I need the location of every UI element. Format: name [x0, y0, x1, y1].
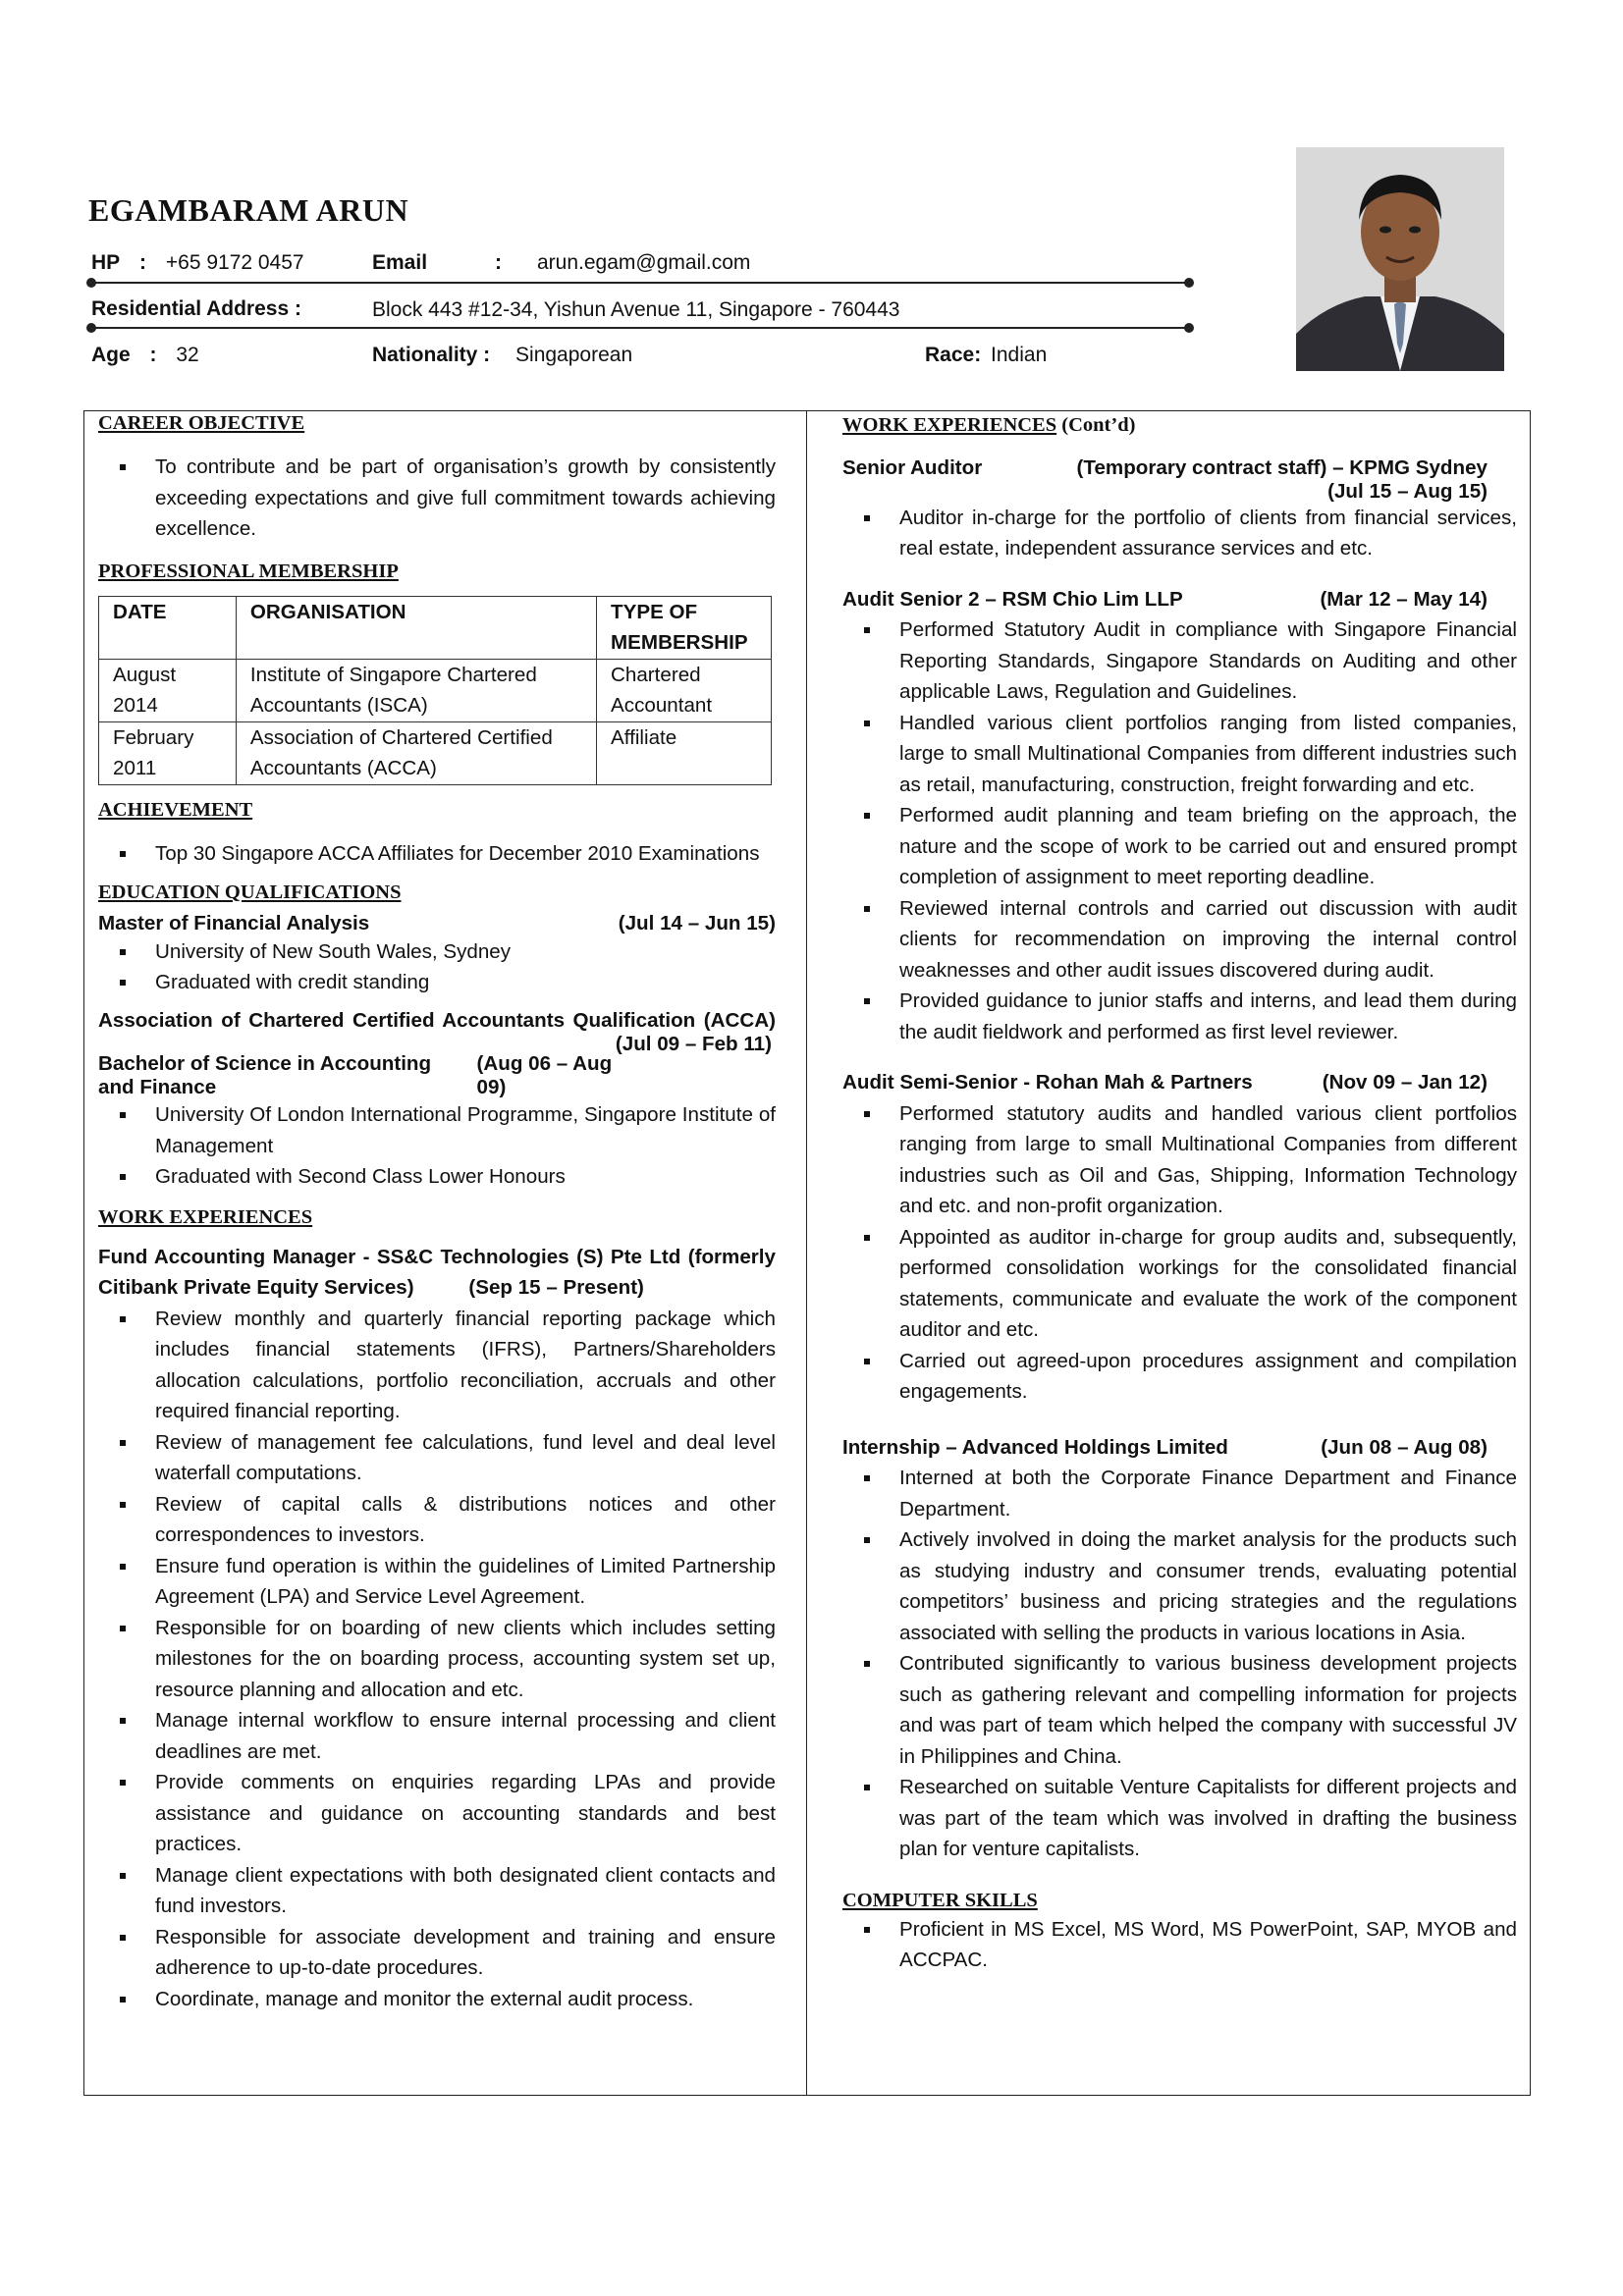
list-item: Graduated with Second Class Lower Honours — [98, 1161, 776, 1193]
list-item: Coordinate, manage and monitor the external audit process. — [98, 1984, 776, 2015]
membership-col-date: DATE — [99, 596, 237, 659]
membership-date: February 2011 — [99, 721, 237, 784]
list-item: University of New South Wales, Sydney — [98, 936, 776, 967]
age-colon: : — [149, 344, 157, 366]
job-date: (Jun 08 – Aug 08) — [1321, 1435, 1488, 1459]
list-item: Carried out agreed-upon procedures assignment and compilation engagements. — [842, 1346, 1517, 1408]
skills-list — [842, 1914, 1517, 1976]
table-row — [99, 659, 772, 721]
race-value: Indian — [991, 344, 1048, 366]
job-points — [842, 1098, 1517, 1408]
degree-date: (Aug 06 – Aug 09) — [476, 1052, 613, 1098]
job-title — [842, 455, 1517, 481]
education-heading: EDUCATION QUALIFICATIONS — [98, 881, 402, 903]
job-date: (Sep 15 – Present) — [468, 1276, 644, 1299]
job-date: (Nov 09 – Jan 12) — [1322, 1071, 1488, 1094]
membership-col-organisation: ORGANISATION — [236, 596, 596, 659]
job-title-text: Internship – Advanced Holdings Limited — [842, 1435, 1228, 1459]
nationality-label: Nationality : — [372, 344, 491, 366]
list-item: Appointed as auditor in-charge for group audits and, subsequently, performed consolidation workings for the consolidated financial statements, communicate and evaluate the work of the component auditor and etc. — [842, 1222, 1517, 1346]
column-divider — [806, 410, 807, 2096]
job-title — [98, 1242, 776, 1304]
membership-type: Chartered Accountant — [597, 659, 772, 721]
degree-date: (Jul 14 – Jun 15) — [618, 912, 776, 934]
left-column — [98, 409, 776, 2014]
degree-title: Association of Chartered Certified Accountants Qualification (ACCA) — [98, 1009, 776, 1032]
work-cont-suffix: (Cont’d) — [1056, 414, 1136, 436]
degree-title: Bachelor of Science in Accounting and Finance — [98, 1052, 432, 1098]
list-item: Review of management fee calculations, fund level and deal level waterfall computations. — [98, 1427, 776, 1489]
list-item: Performed statutory audits and handled various client portfolios ranging from large to small Multinational Companies from different industries such as Oil and Gas, Shipping, Information Technology and etc. and non-profit organization. — [842, 1098, 1517, 1222]
achievement-heading: ACHIEVEMENT — [98, 798, 253, 821]
list-item: Handled various client portfolios ranging from listed companies, large to small Multinational Companies from different industries such as retail, manufacturing, construction, freight forwarding and etc. — [842, 708, 1517, 801]
hp-colon: : — [139, 251, 147, 274]
candidate-name: EGAMBARAM ARUN — [88, 192, 409, 228]
list-item: Interned at both the Corporate Finance Department and Finance Department. — [842, 1463, 1517, 1524]
job-title — [842, 584, 1517, 615]
job-date: (Jul 15 – Aug 15) — [1327, 479, 1488, 503]
email-colon: : — [495, 251, 502, 274]
age-row — [91, 344, 199, 367]
address-label: Residential Address : — [91, 297, 301, 320]
list-item: Researched on suitable Venture Capitalists for different projects and was part of the team which was involved in drafting the business plan for venture capitalists. — [842, 1772, 1517, 1865]
right-column — [842, 409, 1517, 1976]
race-label: Race: — [925, 344, 982, 366]
nationality-row — [372, 344, 632, 367]
job-points — [98, 1304, 776, 2015]
table-row — [99, 721, 772, 784]
work-cont-heading — [842, 409, 1517, 442]
hp-value: +65 9172 0457 — [165, 251, 304, 274]
career-list — [98, 452, 776, 545]
career-objective-text: To contribute and be part of organisation’s growth by consistently exceeding expectations and give full commitment towards achieving excellence. — [98, 452, 776, 545]
list-item: Graduated with credit standing — [98, 967, 776, 997]
job-date: (Mar 12 – May 14) — [1320, 587, 1488, 611]
hp-label: HP — [91, 251, 121, 274]
list-item: Manage client expectations with both designated client contacts and fund investors. — [98, 1860, 776, 1922]
job-title-text: Senior Auditor — [842, 455, 983, 479]
list-item: Responsible for on boarding of new clients which includes setting milestones for the on boarding process, accounting system set up, resource planning and allocation and etc. — [98, 1613, 776, 1706]
career-objective-heading: CAREER OBJECTIVE — [98, 412, 305, 434]
degree-title: Master of Financial Analysis — [98, 912, 370, 934]
list-item: Provide comments on enquiries regarding LPAs and provide assistance and guidance on accounting standards and best practices. — [98, 1767, 776, 1860]
age-label: Age — [91, 344, 131, 366]
skills-text: Proficient in MS Excel, MS Word, MS PowerPoint, SAP, MYOB and ACCPAC. — [842, 1914, 1517, 1976]
nationality-value: Singaporean — [515, 344, 633, 366]
list-item: Reviewed internal controls and carried out discussion with audit clients for recommendation on improving the internal control weaknesses and other audit issues discovered during audit. — [842, 893, 1517, 987]
education-item — [98, 1052, 616, 1099]
job-points — [842, 614, 1517, 1047]
list-item: Auditor in-charge for the portfolio of clients from financial services, real estate, independent assurance services and etc. — [842, 503, 1517, 564]
list-item: Review of capital calls & distributions notices and other correspondences to investors. — [98, 1489, 776, 1551]
membership-date: August 2014 — [99, 659, 237, 721]
membership-header-row — [99, 596, 772, 659]
address-value: Block 443 #12-34, Yishun Avenue 11, Singapore - 760443 — [372, 298, 900, 321]
computer-skills-heading: COMPUTER SKILLS — [842, 1889, 1038, 1911]
list-item: University Of London International Programme, Singapore Institute of Management — [98, 1099, 776, 1161]
job-title-text: Audit Senior 2 – RSM Chio Lim LLP — [842, 587, 1183, 611]
achievement-text: Top 30 Singapore ACCA Affiliates for December 2010 Examinations — [98, 838, 776, 870]
education-item — [98, 910, 776, 936]
list-item: Provided guidance to junior staffs and interns, and lead them during the audit fieldwork and performed as first level reviewer. — [842, 986, 1517, 1047]
list-item: Performed audit planning and team briefing on the approach, the nature and the scope of work to be carried out and ensured prompt completion of assignment to meet reporting deadline. — [842, 800, 1517, 893]
list-item: Responsible for associate development and training and ensure adherence to up-to-date procedures. — [98, 1922, 776, 1984]
age-value: 32 — [176, 344, 199, 366]
job-title-text: Audit Semi-Senior - Rohan Mah & Partners — [842, 1071, 1253, 1094]
list-item: Contributed significantly to various business development projects such as gathering relevant and compelling information for projects and was part of team which helped the company with successful JV in Philippines and China. — [842, 1648, 1517, 1772]
header-rule-1 — [90, 282, 1190, 284]
job-title — [842, 1432, 1517, 1464]
membership-heading: PROFESSIONAL MEMBERSHIP — [98, 560, 399, 582]
work-experiences-heading: WORK EXPERIENCES — [98, 1205, 313, 1228]
degree-date: (Jul 09 – Feb 11) — [615, 1033, 772, 1055]
job-title-extra: (Temporary contract staff) – KPMG Sydney — [1076, 455, 1488, 479]
email-value[interactable]: arun.egam@gmail.com — [537, 251, 751, 274]
job-title — [842, 1067, 1517, 1098]
job-points — [842, 503, 1517, 564]
email-label: Email — [372, 251, 428, 274]
list-item: Ensure fund operation is within the guidelines of Limited Partnership Agreement (LPA) and Service Level Agreement. — [98, 1551, 776, 1613]
membership-organisation: Institute of Singapore Chartered Accountants (ISCA) — [236, 659, 596, 721]
header-rule-2 — [90, 327, 1190, 329]
work-cont-title: WORK EXPERIENCES — [842, 414, 1057, 436]
education-points — [98, 1099, 776, 1193]
portrait-illustration — [1296, 147, 1504, 371]
profile-photo — [1296, 147, 1504, 371]
list-item: Actively involved in doing the market analysis for the products such as studying industry and consumer trends, evaluating potential competitors’ business and pricing strategies and the regulations associated with selling the products in various locations in Asia. — [842, 1524, 1517, 1648]
race-row — [925, 344, 1047, 367]
achievement-list — [98, 838, 776, 870]
job-title-text: Fund Accounting Manager - SS&C Technologies (S) Pte Ltd (formerly Citibank Private Equity Services) — [98, 1245, 776, 1299]
hp-row — [91, 251, 304, 275]
list-item: Manage internal workflow to ensure internal processing and client deadlines are met. — [98, 1705, 776, 1767]
education-points — [98, 936, 776, 997]
job-points — [842, 1463, 1517, 1865]
list-item: Performed Statutory Audit in compliance with Singapore Financial Reporting Standards, Singapore Standards on Auditing and other applicable Laws, Regulation and Guidelines. — [842, 614, 1517, 708]
membership-type: Affiliate — [597, 721, 772, 784]
membership-col-type: TYPE OF MEMBERSHIP — [597, 596, 772, 659]
membership-table — [98, 596, 772, 785]
membership-organisation: Association of Chartered Certified Accountants (ACCA) — [236, 721, 596, 784]
list-item: Review monthly and quarterly financial reporting package which includes financial statements (IFRS), Partners/Shareholders allocation calculations, portfolio reconciliation, accruals and other required financial reporting. — [98, 1304, 776, 1427]
education-item — [98, 1009, 776, 1055]
